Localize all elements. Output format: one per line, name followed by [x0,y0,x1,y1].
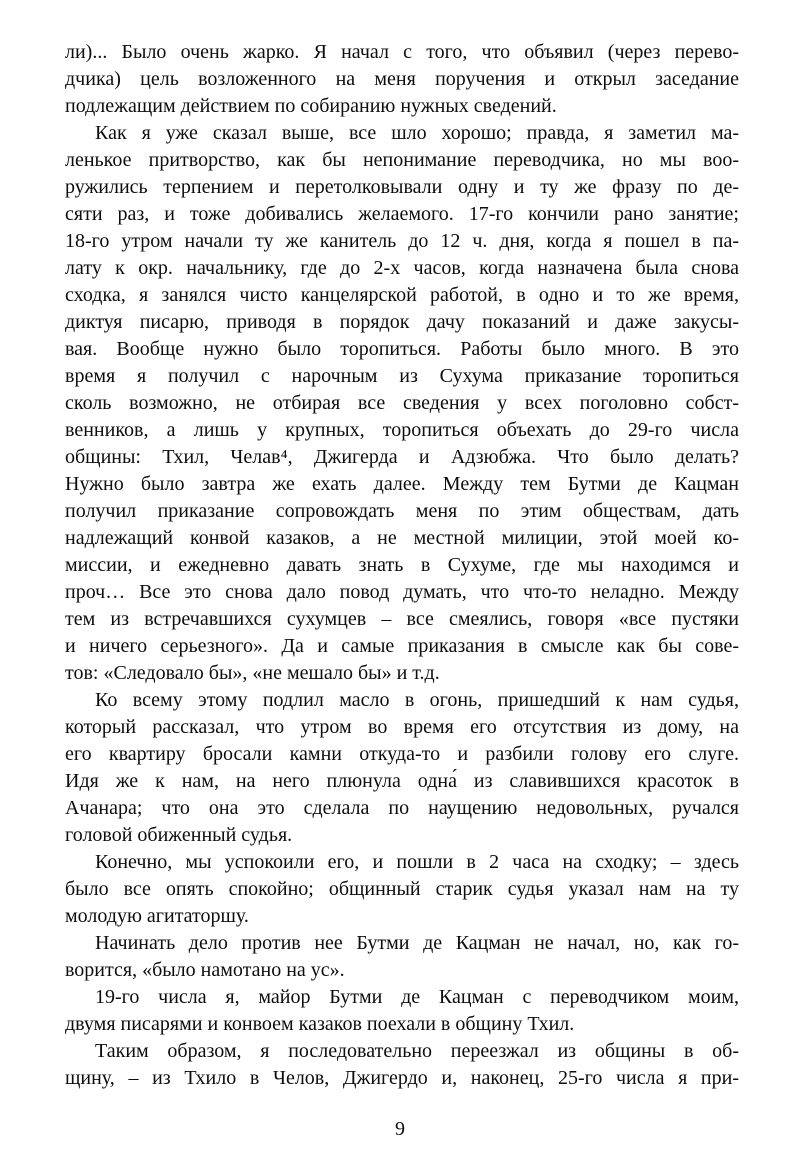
text-line: надлежащий конвой казаков, а не местной милиции, этой моей ко- [65,527,739,549]
text-line: 18-го утром начали ту же канитель до 12 ч. дня, когда я пошел в па- [65,230,739,252]
text-line: получил приказание сопровождать меня по этим обществам, дать [65,500,739,522]
text-line: головой обиженный судья. [65,824,293,846]
text-line: ружились терпением и перетолковывали одну и ту же фразу по де- [65,176,739,198]
text-line: было все опять спокойно; общинный старик судья указал нам на ту [65,878,739,900]
text-line: и ничего серьезного». Да и самые приказания в смысле как бы сове- [65,635,739,657]
text-line: сколь возможно, не отбирая все сведения у всех поголовно собст- [65,392,739,414]
text-line: Как я уже сказал выше, все шло хорошо; правда, я заметил ма- [95,122,739,144]
text-line: ли)... Было очень жарко. Я начал с того, что объявил (через перево- [65,41,739,63]
text-line: тем из встречавшихся сухумцев – все смеялись, говоря «все пустяки [65,608,739,630]
text-line: сяти раз, и тоже добивались желаемого. 17-го кончили рано занятие; [65,203,739,225]
text-line: 19-го числа я, майор Бутми де Кацман с переводчиком моим, [95,986,739,1008]
text-line: общины: Тхил, Челав⁴, Джигерда и Адзюбжа. Что было делать? [65,446,739,468]
text-line: тов: «Следовало бы», «не мешало бы» и т.д. [65,662,440,684]
text-line: венников, а лишь у крупных, торопиться объехать до 29-го числа [65,419,739,441]
text-line: молодую агитаторшу. [65,905,249,927]
text-line: миссии, и ежедневно давать знать в Сухуме, где мы находимся и [65,554,739,576]
page-number: 9 [395,1118,405,1140]
text-line: проч… Все это снова дало повод думать, что что-то неладно. Между [65,581,739,603]
text-line: диктуя писарю, приводя в порядок дачу показаний и даже закусы- [65,311,739,333]
text-line: вая. Вообще нужно было торопиться. Работы было много. В это [65,338,739,360]
text-line: щину, – из Тхило в Челов, Джигердо и, наконец, 25-го числа я при- [65,1067,739,1089]
text-line: Таким образом, я последовательно переезжал из общины в об- [95,1040,739,1062]
text-line: двумя писарями и конвоем казаков поехали в общину Тхил. [65,1013,575,1035]
text-line: лату к окр. начальнику, где до 2-х часов, когда назначена была снова [65,257,739,279]
text-line: который рассказал, что утром во время его отсутствия из дому, на [65,716,739,738]
text-line: Идя же к нам, на него плюнула одна́ из славившихся красоток в [65,770,739,792]
text-line: его квартиру бросали камни откуда-то и разбили голову его слуге. [65,743,739,765]
text-line: подлежащим действием по собиранию нужных сведений. [65,95,557,117]
text-line: ленькое притворство, как бы непонимание переводчика, но мы воо- [65,149,739,171]
text-line: Нужно было завтра же ехать далее. Между тем Бутми де Кацман [65,473,739,495]
text-line: ворится, «было намотано на ус». [65,959,345,981]
text-line: Ко всему этому подлил масло в огонь, пришедший к нам судья, [95,689,739,711]
text-line: время я получил с нарочным из Сухума приказание торопиться [65,365,739,387]
text-line: сходка, я занялся чисто канцелярской работой, в одно и то же время, [65,284,739,306]
text-line: Ачанара; что она это сделала по наущению недовольных, ручался [65,797,739,819]
text-line: дчика) цель возложенного на меня поручения и открыл заседание [65,68,739,90]
text-block [65,39,739,1092]
text-line: Начинать дело против нее Бутми де Кацман не начал, но, как го- [95,932,739,954]
text-line: Конечно, мы успокоили его, и пошли в 2 часа на сходку; – здесь [95,851,739,873]
